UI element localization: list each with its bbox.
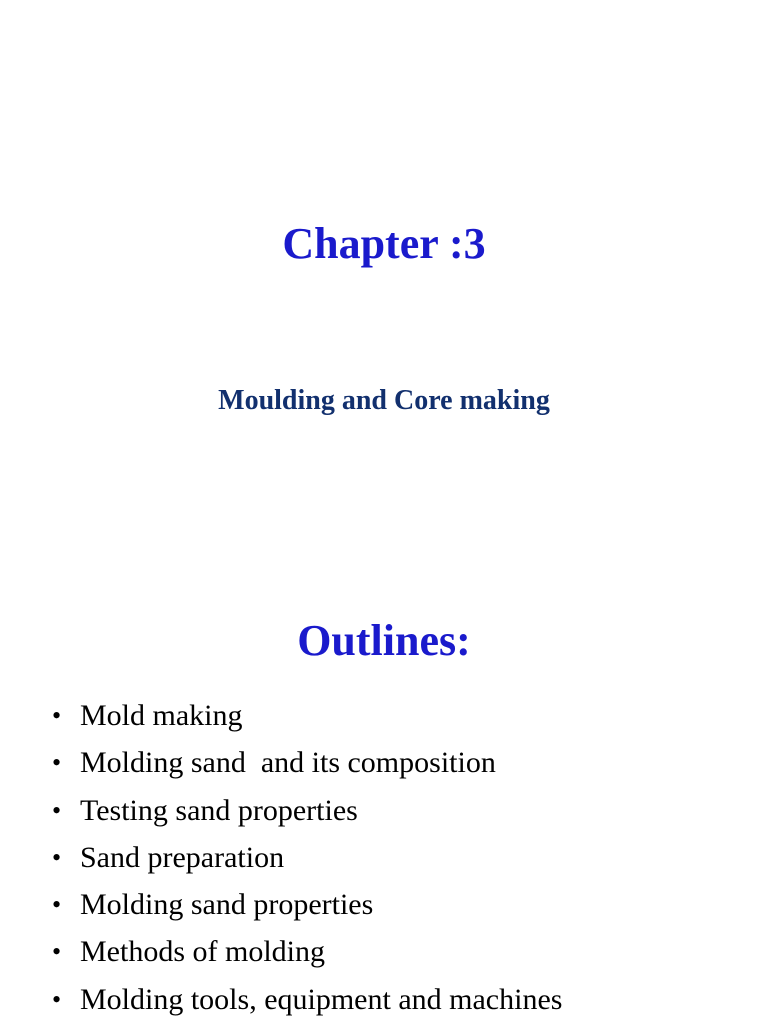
bullet-icon: • xyxy=(52,842,62,872)
bullet-icon: • xyxy=(52,701,62,730)
outline-list xyxy=(52,692,562,1023)
bullet-icon: • xyxy=(52,984,62,1014)
outline-item-label: Methods of molding xyxy=(80,935,325,969)
bullet-icon: • xyxy=(52,748,62,778)
outline-item-label: Molding tools, equipment and machines xyxy=(80,982,563,1016)
outline-item-label: Sand preparation xyxy=(80,840,285,874)
outline-item xyxy=(52,976,562,1023)
outline-item-label: Testing sand properties xyxy=(80,793,358,827)
chapter-title: Chapter :3 xyxy=(282,219,486,268)
outline-item xyxy=(52,739,562,786)
outline-item xyxy=(52,928,562,975)
bullet-icon: • xyxy=(52,937,62,967)
outline-item xyxy=(52,692,562,739)
outline-item-label: Mold making xyxy=(80,699,243,732)
outline-item-label: Molding sand properties xyxy=(80,888,374,922)
outlines-heading: Outlines: xyxy=(297,616,471,665)
bullet-icon: • xyxy=(52,795,62,825)
outline-item-label: Molding sand and its composition xyxy=(80,746,496,780)
bullet-icon: • xyxy=(52,890,62,920)
outline-item xyxy=(52,834,562,881)
outline-item xyxy=(52,881,562,928)
outline-item xyxy=(52,787,562,834)
chapter-subtitle: Moulding and Core making xyxy=(218,385,550,416)
